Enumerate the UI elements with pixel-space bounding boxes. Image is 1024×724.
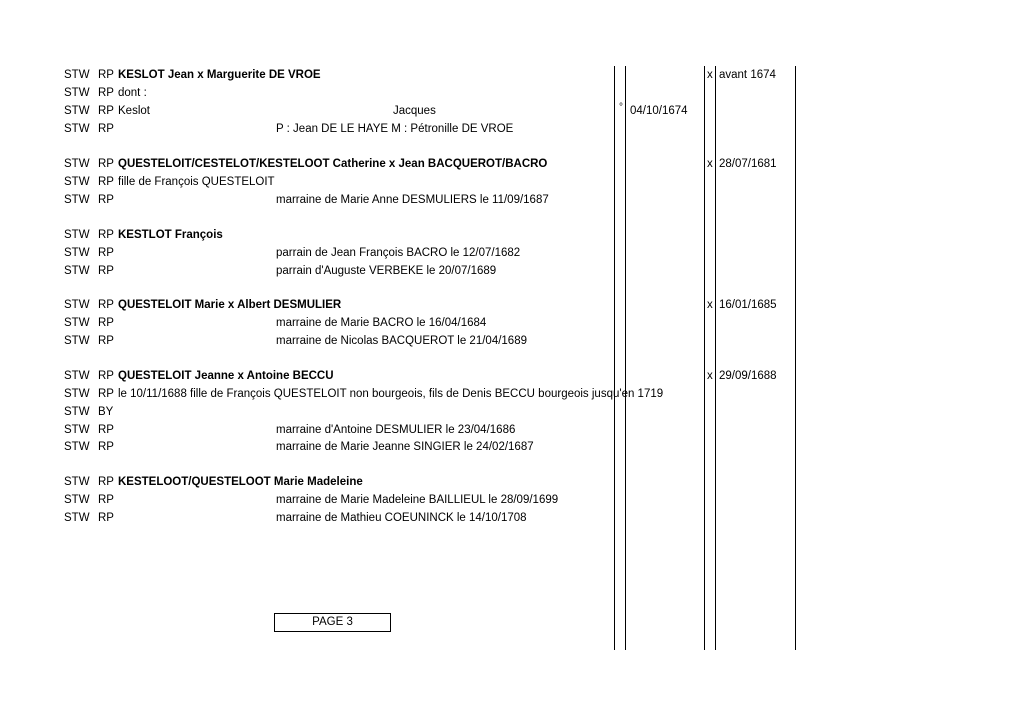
source-code: STW — [64, 299, 90, 311]
column-divider — [614, 66, 615, 650]
surname: Keslot — [118, 105, 150, 117]
marriage-mark: x — [707, 158, 713, 170]
table-row — [0, 385, 1024, 403]
source-code: STW — [64, 317, 90, 329]
table-row — [0, 102, 1024, 120]
table-row — [0, 421, 1024, 439]
table-row — [0, 473, 1024, 491]
record-type: RP — [98, 247, 114, 259]
record-type: RP — [98, 229, 114, 241]
column-divider — [625, 66, 626, 650]
record-type: RP — [98, 69, 114, 81]
birth-mark: ° — [619, 102, 623, 113]
table-row — [0, 84, 1024, 102]
table-row — [0, 314, 1024, 332]
record-type: BY — [98, 406, 114, 418]
source-code: STW — [64, 87, 90, 99]
marriage-date: 16/01/1685 — [719, 299, 777, 311]
table-row — [0, 173, 1024, 191]
source-code: STW — [64, 105, 90, 117]
record-type: RP — [98, 335, 114, 347]
entry-heading: KESTLOT François — [118, 229, 223, 241]
source-code: STW — [64, 265, 90, 277]
record-type: RP — [98, 299, 114, 311]
record-type: RP — [98, 176, 114, 188]
marriage-mark: x — [707, 69, 713, 81]
entry-detail: parrain de Jean François BACRO le 12/07/1682 — [276, 247, 521, 259]
entry-text: dont : — [118, 87, 147, 99]
marriage-date: 29/09/1688 — [719, 370, 777, 382]
record-type: RP — [98, 317, 114, 329]
entry-heading: QUESTELOIT Marie x Albert DESMULIER — [118, 299, 342, 311]
source-code: STW — [64, 229, 90, 241]
source-code: STW — [64, 424, 90, 436]
source-code: STW — [64, 158, 90, 170]
record-type: RP — [98, 388, 114, 400]
entry-detail: marraine de Nicolas BACQUEROT le 21/04/1689 — [276, 335, 527, 347]
record-type: RP — [98, 441, 114, 453]
table-row — [0, 438, 1024, 456]
source-code: STW — [64, 476, 90, 488]
entry-detail: marraine de Marie BACRO le 16/04/1684 — [276, 317, 487, 329]
record-type: RP — [98, 105, 114, 117]
source-code: STW — [64, 494, 90, 506]
column-divider — [704, 66, 705, 650]
marriage-date: avant 1674 — [719, 69, 776, 81]
source-code: STW — [64, 370, 90, 382]
record-type: RP — [98, 512, 114, 524]
table-row — [0, 367, 1024, 385]
marriage-date: 28/07/1681 — [719, 158, 777, 170]
table-row — [0, 120, 1024, 138]
table-row — [0, 332, 1024, 350]
entry-detail: marraine de Mathieu COEUNINCK le 14/10/1708 — [276, 512, 527, 524]
source-code: STW — [64, 388, 90, 400]
table-row — [0, 226, 1024, 244]
source-code: STW — [64, 69, 90, 81]
entry-text: fille de François QUESTELOIT — [118, 176, 275, 188]
record-type: RP — [98, 158, 114, 170]
table-row — [0, 296, 1024, 314]
entry-text: le 10/11/1688 fille de François QUESTELOIT non bourgeois, fils de Denis BECCU bourgeois jusqu'en 1719 — [118, 388, 664, 400]
record-type: RP — [98, 87, 114, 99]
table-row — [0, 66, 1024, 84]
entry-detail: marraine d'Antoine DESMULIER le 23/04/1686 — [276, 424, 516, 436]
record-type: RP — [98, 424, 114, 436]
source-code: STW — [64, 406, 90, 418]
source-code: STW — [64, 194, 90, 206]
table-row — [0, 191, 1024, 209]
table-row — [0, 403, 1024, 421]
record-type: RP — [98, 194, 114, 206]
entry-detail: marraine de Marie Jeanne SINGIER le 24/02/1687 — [276, 441, 534, 453]
marriage-mark: x — [707, 370, 713, 382]
entry-detail: marraine de Marie Anne DESMULIERS le 11/09/1687 — [276, 194, 549, 206]
birth-date: 04/10/1674 — [630, 105, 688, 117]
entry-detail: parrain d'Auguste VERBEKE le 20/07/1689 — [276, 265, 497, 277]
given-name: Jacques — [393, 105, 436, 117]
source-code: STW — [64, 441, 90, 453]
column-divider — [715, 66, 716, 650]
page-number-box: PAGE 3 — [274, 613, 391, 632]
table-row — [0, 155, 1024, 173]
table-row — [0, 262, 1024, 280]
entry-heading: QUESTELOIT Jeanne x Antoine BECCU — [118, 370, 334, 382]
record-type: RP — [98, 265, 114, 277]
source-code: STW — [64, 512, 90, 524]
source-code: STW — [64, 176, 90, 188]
source-code: STW — [64, 335, 90, 347]
record-type: RP — [98, 123, 114, 135]
record-type: RP — [98, 476, 114, 488]
table-row — [0, 244, 1024, 262]
source-code: STW — [64, 247, 90, 259]
record-type: RP — [98, 494, 114, 506]
entry-detail: marraine de Marie Madeleine BAILLIEUL le 28/09/1699 — [276, 494, 559, 506]
column-divider — [795, 66, 796, 650]
record-type: RP — [98, 370, 114, 382]
entry-heading: KESTELOOT/QUESTELOOT Marie Madeleine — [118, 476, 363, 488]
table-row — [0, 491, 1024, 509]
entry-detail: P : Jean DE LE HAYE M : Pétronille DE VROE — [276, 123, 514, 135]
entry-heading: QUESTELOIT/CESTELOT/KESTELOOT Catherine x Jean BACQUEROT/BACRO — [118, 158, 548, 170]
source-code: STW — [64, 123, 90, 135]
entry-heading: KESLOT Jean x Marguerite DE VROE — [118, 69, 321, 81]
table-row — [0, 509, 1024, 527]
marriage-mark: x — [707, 299, 713, 311]
